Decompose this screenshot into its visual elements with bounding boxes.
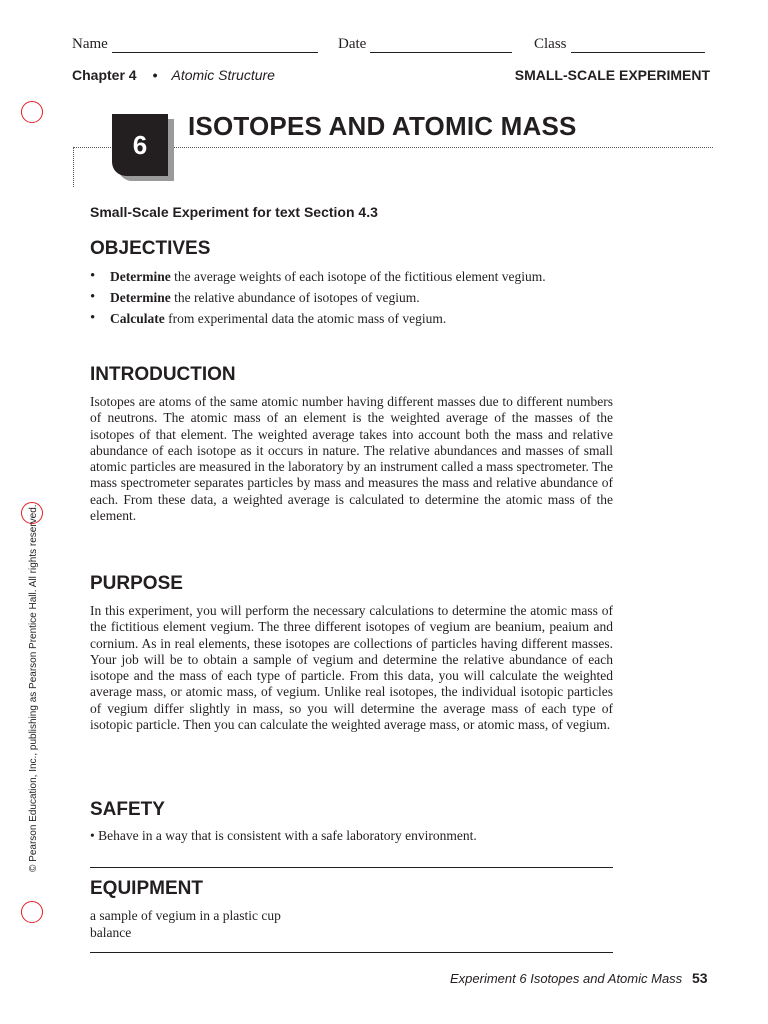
name-field[interactable]: [72, 36, 318, 53]
page-number: 53: [692, 970, 708, 986]
equipment-list: [90, 907, 281, 941]
bullet-icon: •: [90, 828, 99, 843]
date-field[interactable]: [338, 36, 512, 53]
objective-text: the relative abundance of isotopes of vegium.: [170, 290, 420, 305]
footer-title: Experiment 6 Isotopes and Atomic Mass: [450, 971, 683, 986]
safety-text: Behave in a way that is consistent with a safe laboratory environment.: [98, 828, 477, 843]
objective-text: from experimental data the atomic mass of vegium.: [164, 311, 447, 326]
purpose-text: In this experiment, you will perform the necessary calculations to determine the atomic mass of the fictitious element vegium. The three different isotopes of vegium are beanium, peaium and cornium. As in real elements, these isotopes are collections of particles having different masses. Your job will be to obtain a sample of vegium and determine the relative abundance of each isotope and the mass of each type of particle. From this data, you will calculate the weighted average mass, or atomic mass, of vegium. Unlike real isotopes, the individual isotopic particles of vegium differ slightly in mass, so you will determine the average mass of each type of isotopic particle. Then you can calculate the weighted average mass, or atomic mass, of vegium.: [90, 603, 613, 733]
date-line[interactable]: [370, 38, 512, 53]
name-label: Name: [72, 36, 108, 52]
date-label: Date: [338, 36, 367, 52]
introduction-text: Isotopes are atoms of the same atomic number having different masses due to different numbers of neutrons. The atomic mass of an element is the weighted average of the masses of the isotopes of that element. The weighted average takes into account both the mass and relative abundance of each isotope as it occurs in nature. The relative abundances and masses of small atomic particles are measured in the laboratory by an instrument called a mass spectrometer. The mass spectrometer separates particles by mass and measures the mass and relative abundance of each. From these data, a weighted average is calculated to determine the atomic mass of the element.: [90, 394, 613, 524]
class-label: Class: [534, 36, 567, 52]
equipment-heading: EQUIPMENT: [90, 878, 203, 899]
list-item: a sample of vegium in a plastic cup: [90, 908, 281, 923]
experiment-number-badge: 6: [112, 114, 168, 176]
dotted-rule: [168, 147, 713, 148]
objective-verb: Determine: [110, 290, 171, 305]
chapter-heading: [72, 67, 275, 83]
section-divider: [90, 952, 613, 953]
objectives-heading: OBJECTIVES: [90, 238, 211, 259]
page-title: ISOTOPES AND ATOMIC MASS: [188, 111, 577, 141]
objective-verb: Calculate: [110, 311, 165, 326]
chapter-bullet: •: [152, 67, 158, 83]
list-item: balance: [90, 925, 132, 940]
binder-hole-icon: [21, 901, 43, 923]
section-reference: Small-Scale Experiment for text Section 4.3: [90, 204, 378, 220]
section-divider: [90, 867, 613, 868]
objective-text: the average weights of each isotope of the fictitious element vegium.: [170, 269, 546, 284]
list-item: [90, 266, 620, 287]
experiment-type: SMALL-SCALE EXPERIMENT: [514, 67, 710, 83]
dotted-rule: [73, 147, 74, 187]
introduction-heading: INTRODUCTION: [90, 364, 236, 385]
list-item: [90, 308, 620, 329]
header-fields: [72, 36, 712, 56]
class-line[interactable]: [571, 38, 705, 53]
list-item: [90, 287, 620, 308]
binder-hole-icon: [21, 101, 43, 123]
dotted-rule: [73, 147, 113, 148]
copyright-notice: © Pearson Education, Inc., publishing as Pearson Prentice Hall. All rights reserved.: [28, 504, 39, 872]
class-field[interactable]: [534, 36, 705, 53]
objectives-list: [90, 266, 620, 329]
safety-heading: SAFETY: [90, 799, 165, 820]
chapter-number: Chapter 4: [72, 67, 137, 83]
objective-verb: Determine: [110, 269, 171, 284]
purpose-heading: PURPOSE: [90, 573, 183, 594]
list-item: [90, 828, 477, 844]
chapter-subtitle: Atomic Structure: [171, 67, 275, 83]
name-line[interactable]: [112, 38, 318, 53]
